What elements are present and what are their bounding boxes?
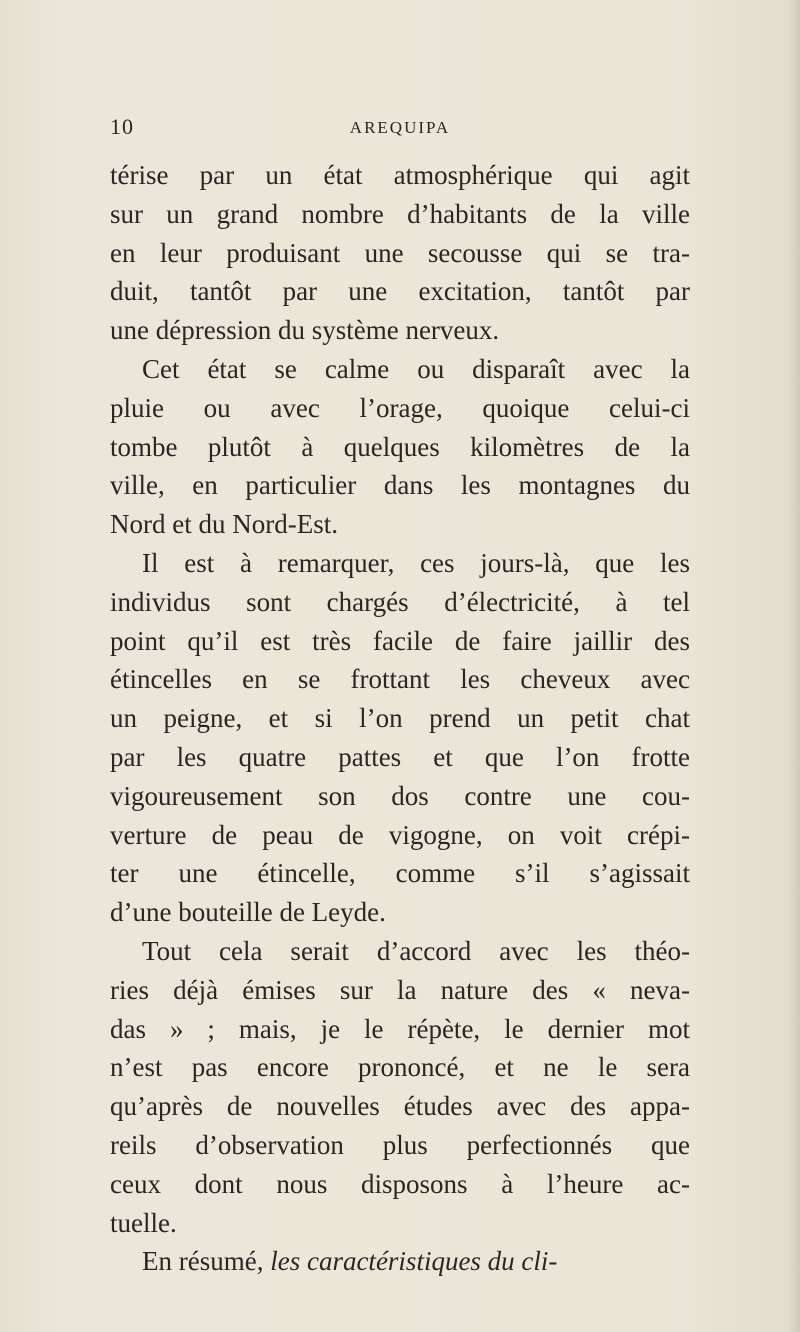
text-line: ceux dont nous disposons à l’heure ac- [110, 1168, 690, 1199]
text-line: reils d’observation plus perfectionnés que [110, 1129, 690, 1160]
running-title: AREQUIPA [349, 118, 451, 137]
text-line: point qu’il est très facile de faire jaillir des [110, 625, 690, 656]
text-line: qu’après de nouvelles études avec des appa- [110, 1091, 690, 1122]
text-line: ries déjà émises sur la nature des « neva- [110, 974, 690, 1005]
body-text [110, 156, 690, 1281]
text-line: das » ; mais, je le répète, le dernier mot [110, 1013, 690, 1044]
text-line: d’une bouteille de Leyde. [110, 897, 386, 928]
text-line: pluie ou avec l’orage, quoique celui-ci [110, 392, 690, 423]
text-line: étincelles en se frottant les cheveux avec [110, 664, 690, 695]
text-line: individus sont chargés d’électricité, à tel [110, 586, 690, 617]
text-line: verture de peau de vigogne, on voit crépi- [110, 819, 690, 850]
final-line-roman: En résumé, [142, 1246, 271, 1277]
text-line: Cet état se calme ou disparaît avec la [142, 353, 690, 384]
text-line: Il est à remarquer, ces jours-là, que les [142, 547, 690, 578]
page-edge-shadow [788, 0, 800, 1332]
text-line: par les quatre pattes et que l’on frotte [110, 741, 690, 772]
text-line: vigoureusement son dos contre une cou- [110, 780, 690, 811]
text-line: sur un grand nombre d’habitants de la ville [110, 198, 690, 229]
page-header [110, 114, 690, 144]
text-line: tuelle. [110, 1207, 177, 1238]
text-line: duit, tantôt par une excitation, tantôt par [110, 276, 690, 307]
text-line-final [110, 1242, 690, 1281]
text-line: une dépression du système nerveux. [110, 315, 500, 346]
text-line: en leur produisant une secousse qui se tra- [110, 237, 690, 268]
text-line: Nord et du Nord-Est. [110, 509, 338, 540]
text-line: ville, en particulier dans les montagnes du [110, 470, 690, 501]
text-line: ter une étincelle, comme s’il s’agissait [110, 858, 690, 889]
final-line-italic: les caractéristiques du cli- [270, 1246, 558, 1277]
text-line: n’est pas encore prononcé, et ne le sera [110, 1052, 690, 1083]
text-line: térise par un état atmosphérique qui agit [110, 160, 690, 190]
text-line: Tout cela serait d’accord avec les théo- [142, 935, 690, 966]
page-number: 10 [110, 114, 134, 139]
text-line: tombe plutôt à quelques kilomètres de la [110, 431, 690, 462]
text-line: un peigne, et si l’on prend un petit chat [110, 703, 690, 734]
